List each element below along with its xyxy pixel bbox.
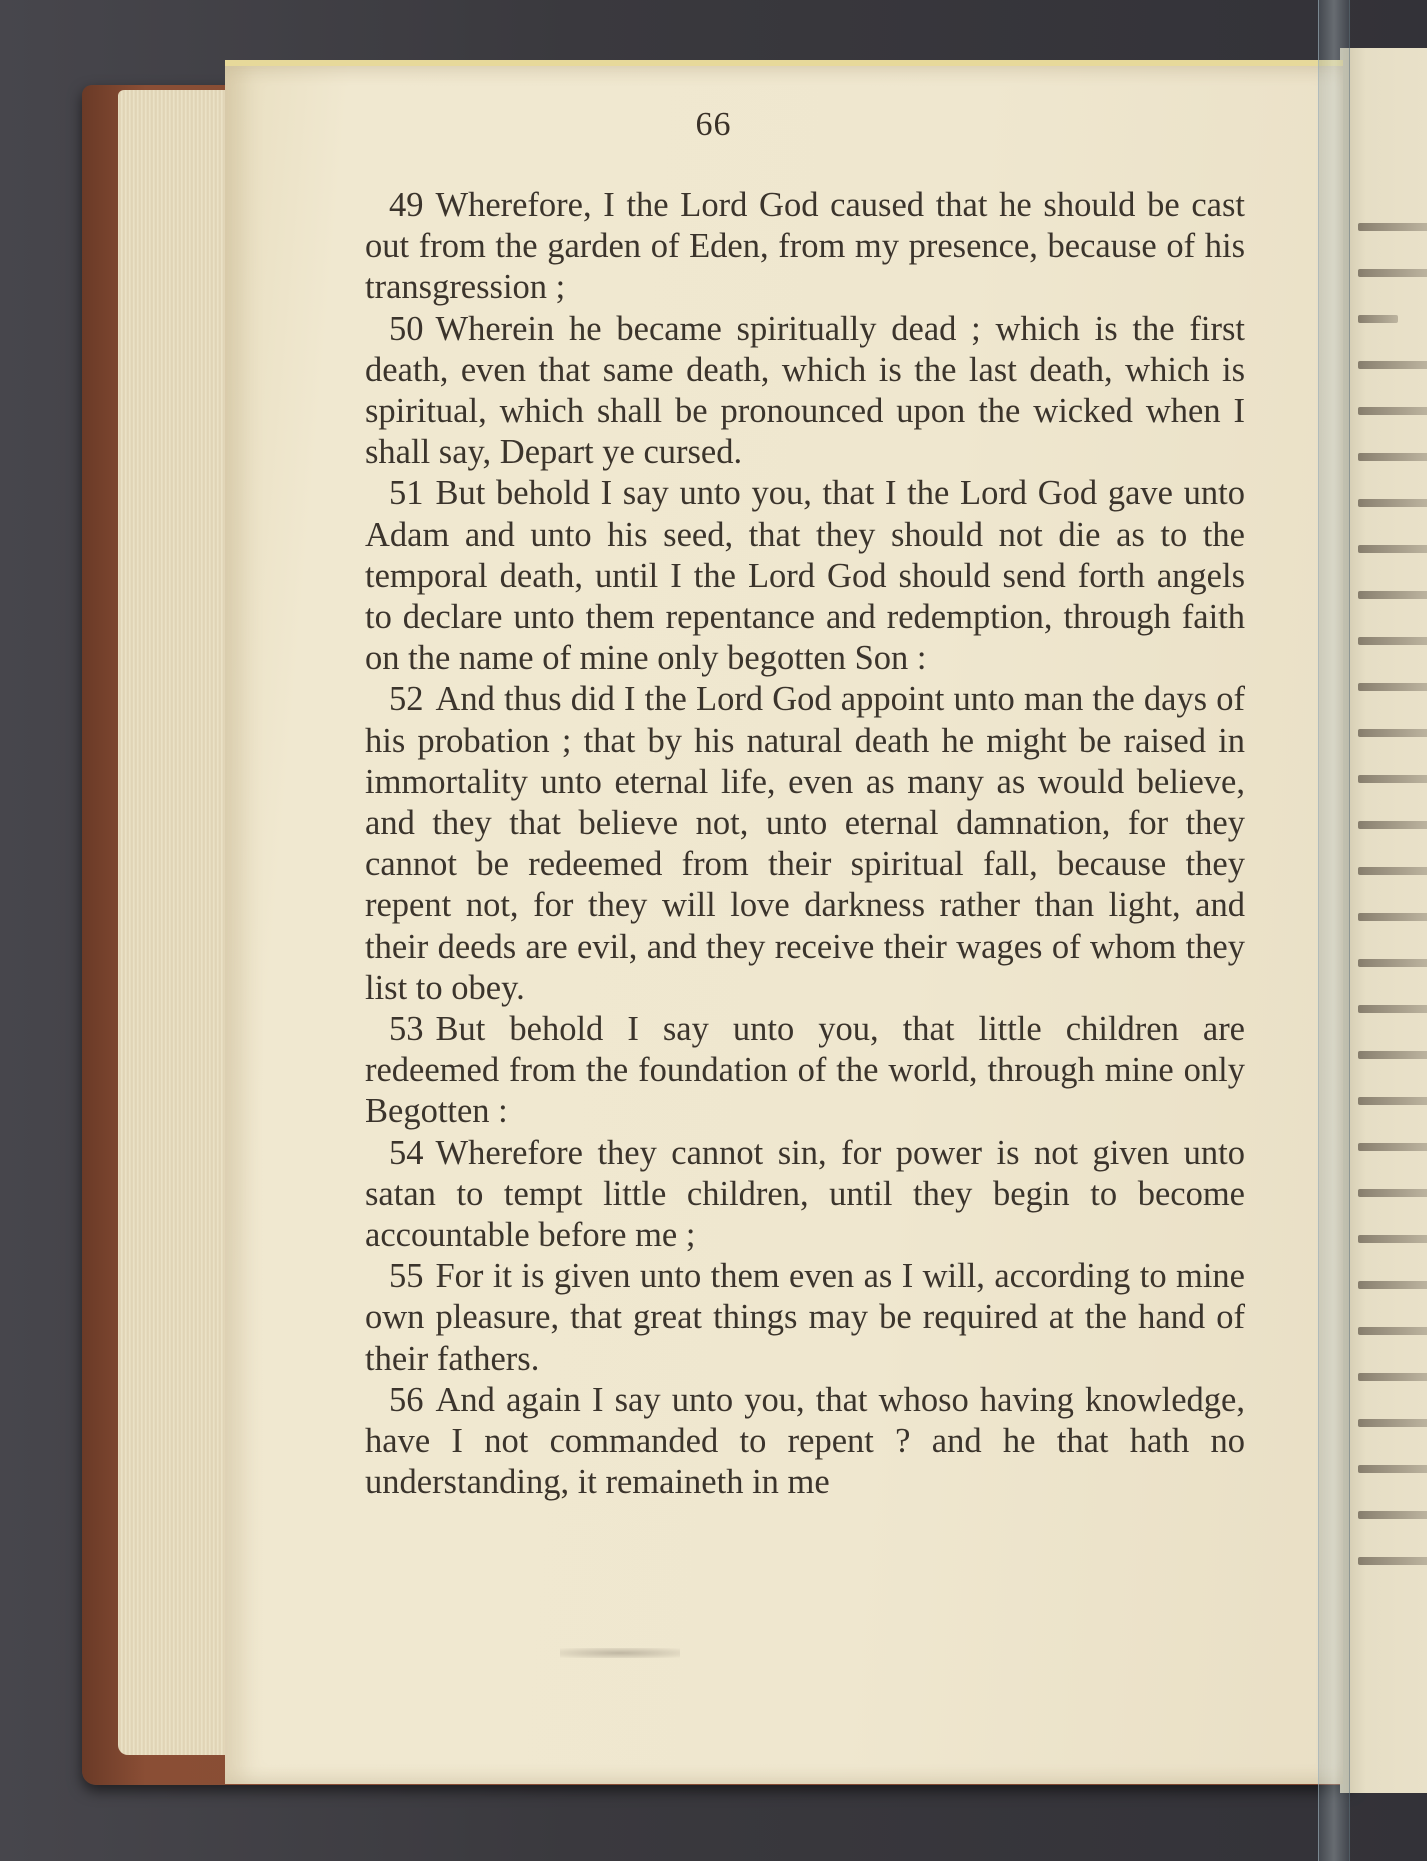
- verse-text: But behold I say unto you, that little children are redeemed from the foundation of the world, through mine only Begotten :: [365, 1010, 1245, 1131]
- ink-smudge: [560, 1648, 680, 1658]
- verse-55: [365, 1256, 1245, 1380]
- scripture-text: [365, 185, 1245, 1504]
- facing-page-text: [1358, 223, 1427, 1603]
- verse-number: 49: [389, 186, 424, 224]
- glass-plate-edge: [1318, 0, 1350, 1861]
- verse-number: 54: [389, 1133, 424, 1172]
- verse-51: [365, 473, 1245, 679]
- verse-text: But behold I say unto you, that I the Lord God gave unto Adam and unto his seed, that they should not die as to the temporal death, until I the Lord God should send forth angels to declare unto them repentance and redemption, through faith on the name of mine only begotten Son :: [365, 474, 1245, 678]
- verse-50: [365, 309, 1245, 474]
- verse-number: 56: [389, 1380, 424, 1419]
- verse-number: 51: [389, 474, 424, 513]
- facing-page: [1340, 48, 1427, 1793]
- page-number: 66: [695, 106, 732, 143]
- verse-text: Wherefore, I the Lord God caused that he should be cast out from the garden of Eden, from my presence, because of his transgression ;: [365, 186, 1245, 307]
- verse-text: Wherefore they cannot sin, for power is not given unto satan to tempt little children, until they begin to become accountable before me ;: [365, 1133, 1245, 1255]
- verse-number: 53: [389, 1010, 424, 1049]
- verse-text: For it is given unto them even as I will, according to mine own pleasure, that great things may be required at the hand of their fathers.: [365, 1257, 1245, 1378]
- verse-49: [365, 185, 1245, 309]
- verse-number: 55: [389, 1257, 424, 1296]
- verse-number: 50: [389, 309, 424, 348]
- verse-53: [365, 1009, 1245, 1133]
- verse-number: 52: [389, 680, 424, 719]
- verse-54: [365, 1133, 1245, 1257]
- verse-52: [365, 679, 1245, 1009]
- verse-text: Wherein he became spiritually dead ; which is the first death, even that same death, which is the last death, which is spiritual, which shall be pronounced upon the wicked when I shall say, Depart ye cursed.: [365, 309, 1245, 472]
- verse-text: And again I say unto you, that whoso having knowledge, have I not commanded to repent ? and he that hath no understanding, it remaineth in me: [365, 1380, 1245, 1502]
- verse-56: [365, 1380, 1245, 1504]
- verse-text: And thus did I the Lord God appoint unto man the days of his probation ; that by his natural death he might be raised in immortality unto eternal life, even as many as would believe, and they that believe not, unto eternal damnation, for they cannot be redeemed from their spiritual fall, because they repent not, for they will love darkness rather than light, and their deeds are evil, and they receive their wages of whom they list to obey.: [365, 680, 1245, 1007]
